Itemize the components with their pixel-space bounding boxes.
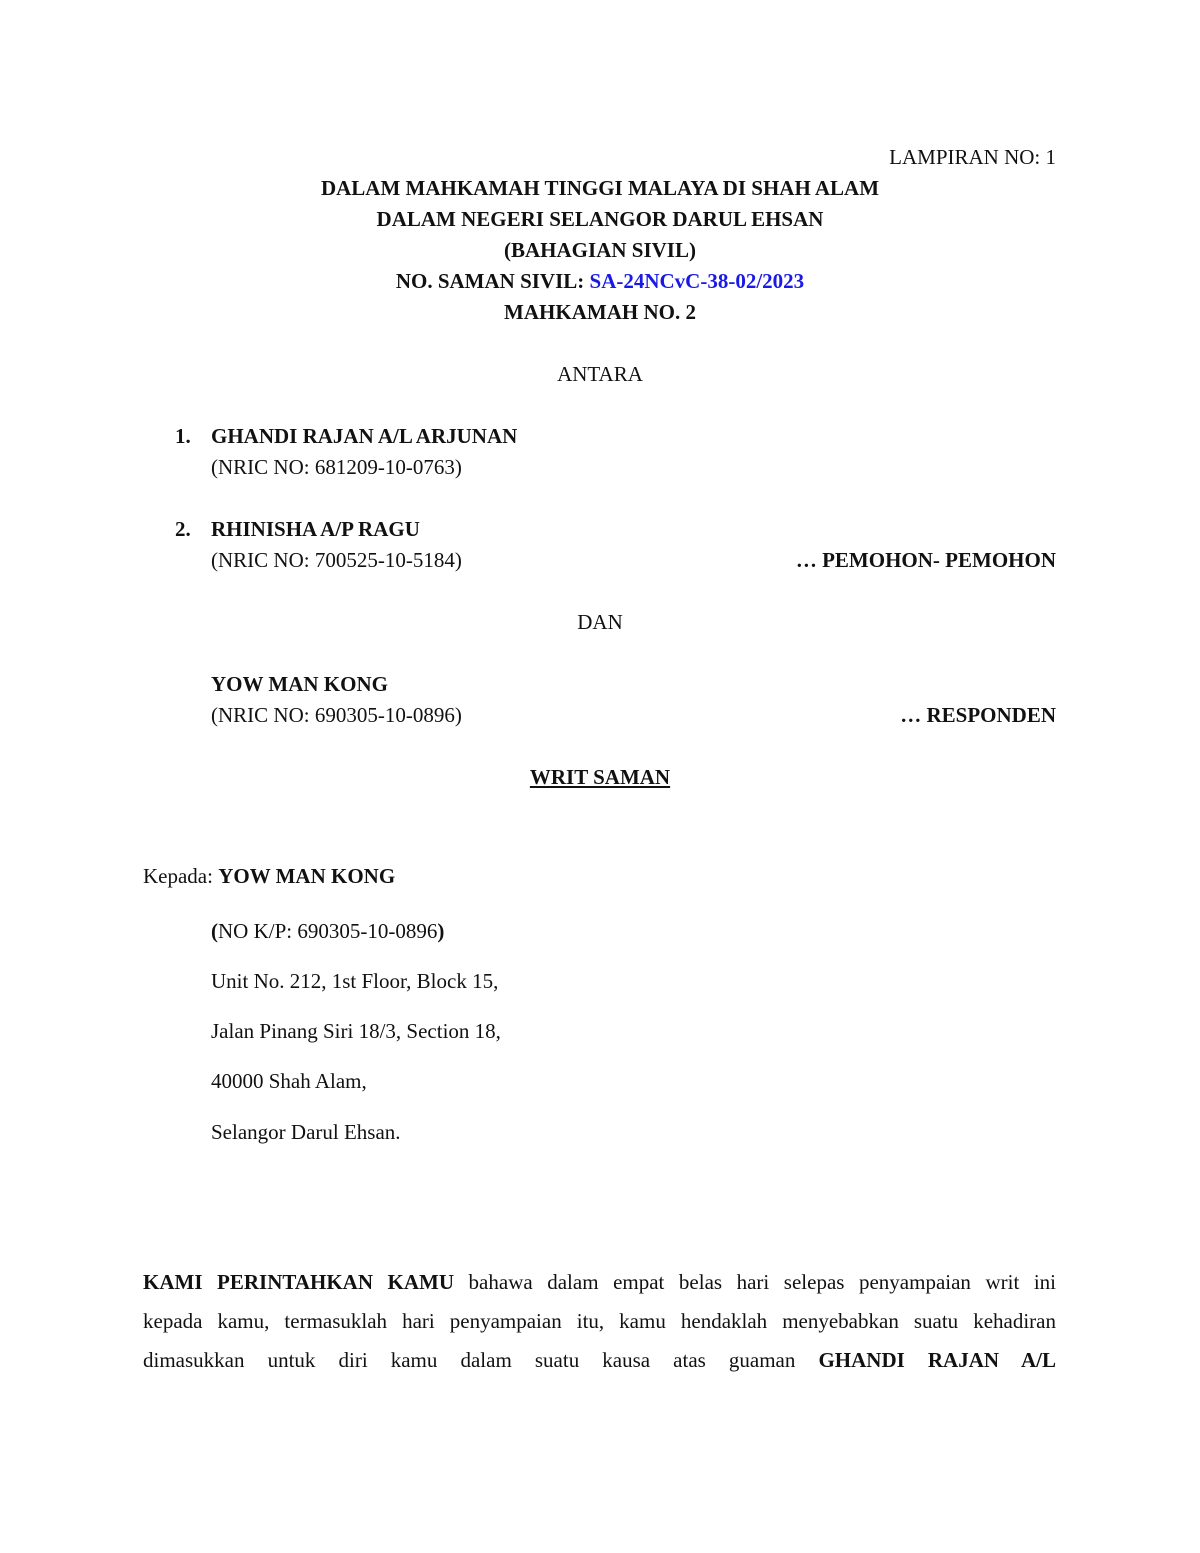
addressee-id-open: ( <box>211 919 218 943</box>
body-line-1 <box>143 1270 1056 1295</box>
court-name-line1: DALAM MAHKAMAH TINGGI MALAYA DI SHAH ALAM <box>320 176 880 200</box>
address-line-2: Jalan Pinang Siri 18/3, Section 18, <box>211 1019 501 1043</box>
court-number: MAHKAMAH NO. 2 <box>504 300 696 324</box>
document-title-text: WRIT SAMAN <box>529 765 671 789</box>
body-line-3 <box>143 1348 1056 1373</box>
saman-number-label: NO. SAMAN SIVIL: <box>395 269 590 293</box>
dan-label: DAN <box>577 610 623 634</box>
address-line-1: Unit No. 212, 1st Floor, Block 15, <box>211 969 499 993</box>
applicant-2-name: RHINISHA A/P RAGU <box>211 517 420 541</box>
saman-number-line <box>0 269 1200 294</box>
document-title <box>0 765 1200 790</box>
lampiran-number: LAMPIRAN NO: 1 <box>889 145 1056 169</box>
court-name-line2: DALAM NEGERI SELANGOR DARUL EHSAN <box>376 207 824 231</box>
applicant-1-nric: (NRIC NO: 681209-10-0763) <box>211 455 462 479</box>
body-plaintiff-name: GHANDI RAJAN A/L <box>818 1348 1056 1372</box>
division-label: (BAHAGIAN SIVIL) <box>504 238 696 262</box>
body-line-1-text: bahawa dalam empat belas hari selepas penyampaian writ ini <box>454 1270 1056 1294</box>
body-line-2: kepada kamu, termasuklah hari penyampaian itu, kamu hendaklah menyebabkan suatu kehadiran <box>143 1309 1056 1333</box>
applicants-role: … PEMOHON- PEMOHON <box>795 548 1056 572</box>
addressee-id-close: ) <box>437 919 445 943</box>
applicant-2-number: 2. <box>175 517 191 541</box>
saman-number: SA-24NCvC-38-02/2023 <box>589 269 805 293</box>
applicant-1-name: GHANDI RAJAN A/L ARJUNAN <box>211 424 518 448</box>
respondent-role: … RESPONDEN <box>900 703 1056 727</box>
respondent-nric: (NRIC NO: 690305-10-0896) <box>211 703 462 727</box>
address-line-3: 40000 Shah Alam, <box>211 1069 367 1093</box>
addressee-name: YOW MAN KONG <box>218 864 396 888</box>
addressee-id-text: NO K/P: 690305-10-0896 <box>218 919 438 943</box>
applicant-2-nric: (NRIC NO: 700525-10-5184) <box>211 548 462 572</box>
addressee-line <box>143 864 395 889</box>
address-line-4: Selangor Darul Ehsan. <box>211 1120 401 1144</box>
antara-label: ANTARA <box>557 362 643 386</box>
respondent-name: YOW MAN KONG <box>211 672 388 696</box>
addressee-id <box>211 919 444 944</box>
body-command: KAMI PERINTAHKAN KAMU <box>143 1270 455 1294</box>
body-line-3-text: dimasukkan untuk diri kamu dalam suatu kausa atas guaman <box>143 1348 819 1372</box>
applicant-1-number: 1. <box>175 424 191 448</box>
addressee-label: Kepada: <box>143 864 219 888</box>
